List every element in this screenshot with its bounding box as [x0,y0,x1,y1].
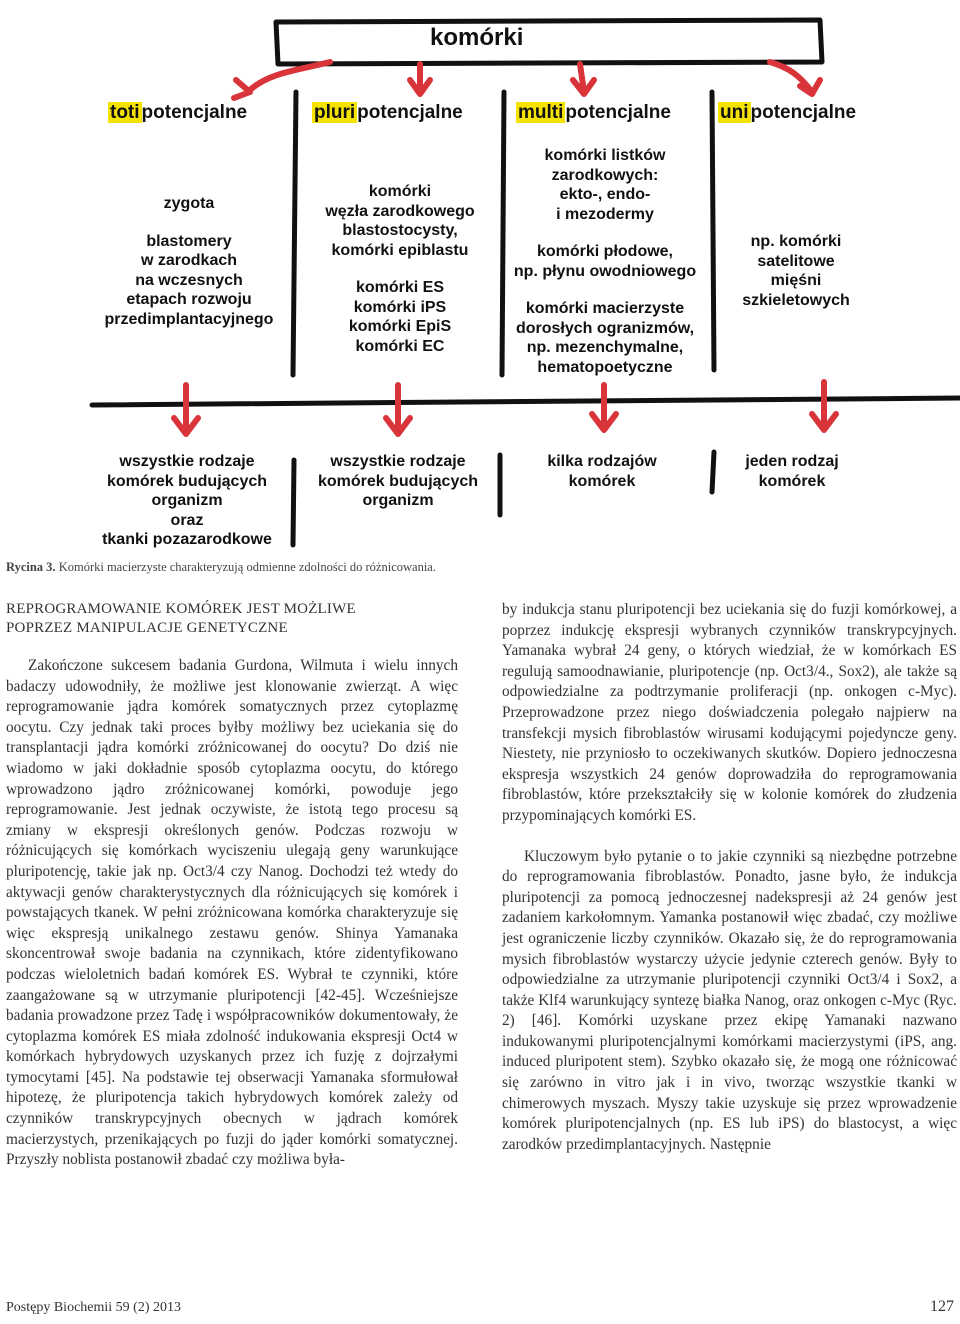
figure-text-line: oraz [170,511,204,529]
figure-text-line: wszystkie rodzaje [119,453,255,470]
right-column [502,600,957,1155]
category-totipotent: toti potencjalne [110,102,248,123]
section-heading: REPROGRAMOWANIE KOMÓREK JEST MOŻLIWE POPRZEZ MANIPULACJE GENETYCZNE [6,601,356,636]
outcome-multipotent [508,452,696,491]
figure-text-line: na wczesnych [135,271,243,289]
figure-text-line: hematopoetyczne [537,358,673,376]
outcome-totipotent [84,452,290,550]
figure-text-line: zarodkowych: [551,166,659,184]
figure-text-line: komórek [758,472,826,490]
journal-footer: Postępy Biochemii 59 (2) 2013 [6,1300,181,1315]
figure-text-line: komórki [368,183,432,200]
figure-text-line: jeden rodzaj [745,453,839,470]
figure-text-line: kilka rodzajów [547,453,657,470]
figure-text-line: komórki macierzyste [525,300,685,317]
figure-text-line: komórek budujących [106,472,268,490]
figure-text-line: komórki ES [355,279,445,296]
figure-text-line: ekto-, endo- [559,186,651,203]
line-gap [300,260,500,278]
horizontal-divider [92,398,960,405]
figure-text-line: blastostocysty, [342,222,458,239]
figure-caption: Rycina 3. Komórki macierzyste charakteryzują odmienne zdolności do różnicowania. [6,560,436,574]
figure-text-line: dorosłych ogranizmów, [515,319,695,337]
figure-text-line: etapach rozwoju [126,291,252,308]
outcome-pluripotent [300,452,496,511]
figure-text-line: komórki iPS [353,298,447,316]
category-pluripotent: pluri potencjalne [314,102,463,123]
figure-text-line: satelitowe [757,252,835,270]
line-gap [84,214,294,232]
figure-text-line: np. mezenchymalne, [526,339,684,356]
category-unipotent: uni potencjalne [720,102,857,123]
top-arrows [234,62,820,98]
figure-text-line: przedimplantacyjnego [104,310,274,328]
figure-text-line: mięśni [770,272,822,289]
figure-text-line: szkieletowych [742,291,850,309]
figure-text-line: blastomery [146,232,232,250]
left-paragraph: Zakończone sukcesem badania Gurdona, Wilmuta i wielu innych badaczy udowodniły, że możliwe jest klonowanie zwierząt. A więc reprogramowanie jądra komórek somatycznych przez cytoplazmę oocytu. Czy jednak taki proces byłby możliwy bez uciekania się do transplantacji jądra komórki zróżnicowanej do oocytu? Do dziś nie wiadomo w jaki dokładnie sposób cytoplazma oocytu, do którego wprowadzono jądro zróżnicowanej komórki, powoduje jego reprogramowanie. Jest jednak oczywiste, że istotą tego procesu są zmiany w ekspresji określonych genów. Podczas rozwoju w różnicujących się komórkach wyciszeniu ulegają geny warunkujące pluripotencję, takie jak np. Oct3/4 czy Nanog. Dochodzi też wtedy do aktywacji genów charakterystycznych dla różnicujących się komórek i powstających tkanek. W pełni zróżnicowana komórka charakteryzuje się więc ekspresją unikalnego zestawu genów. Shinya Yamanaka skoncentrował swoje badania na czynnikach, które zidentyfikowano podczas wieloletnich badań komórek ES. Wybrał te czynniki, które zaangażowane są w utrzymanie pluripotencji [42-45]. Wcześniejsze badania prowadzone przez Tadę i współpracowników dokumentowały, że cytoplazma komórek ES miała zdolność indukowania ekspresji Oct4 w komórkach hybrydowych uzyskanych przez ich fuzję z dojrzałymi tymocytami [45]. Na podstawie tej obserwacji Yamanaka sformułował hipotezę, że pluripotencja takich hybrydowych komórek zależy od czynników transkrypcyjnych obecnych w jądrach komórek macierzystych, przenikających po fuzji do jąder komórki somatycznej. Przyszły noblista postanowił zbadać czy możliwa była- [6,657,458,1169]
page-number: 127 [930,1298,954,1315]
figure-text-line: komórki EpiS [348,318,452,335]
category-multipotent: multi potencjalne [518,102,671,123]
figure-text-line: komórki epiblastu [331,241,469,259]
down-arrows [174,382,836,434]
figure-text-line: organizm [151,492,223,509]
figure-text-line: wszystkie rodzaje [330,453,466,470]
figure-text-line: zygota [163,195,215,212]
figure-text-line: komórek budujących [317,472,479,490]
figure-text-line: np. komórki [750,233,842,250]
outcome-unipotent [722,452,862,491]
line-gap [496,281,714,299]
figure-stem-cell-potency [0,0,960,560]
line-gap [496,224,714,242]
left-column [6,600,458,1171]
right-paragraph-2: Kluczowym było pytanie o to jakie czynniki są niezbędne potrzebne do reprogramowania fibroblastów. Ponadto, jasne było, że indukcja pluripotencji za pomocą jednoczesnej nadekspresji aż 24 genów jest zadaniem karkołomnym. Yamanka postanowił więc zbadać, czy możliwe jest ograniczenie liczby czynników. Okazało się, że do reprogramowania mysich fibroblastów wystarczy użycie jedynie czterech genów. Były to odpowiedzialne za utrzymanie pluripotencji czynniki Oct3/4 i Sox2, a także Klf4 warunkujący syntezę białka Nanog, oraz onkogen c-Myc (Ryc. 2) [46]. Komórki uzyskane przez ekipę Yamanaki nazwano indukowanymi pluripotencjalnymi komórkami macierzystymi (iPS, ang. induced pluripotent stem). Szybko okazało się, że mogą one różnicować się zarówno in vitro jak i in vivo, tworząc wszystkie tkanki w chimerowych myszach. Myszy takie uzyskuje się przez wprowadzenie komórek pluripotencjalnych (np. ES lub iPS) do blastocyst, a więc zarodków przedimplantacyjnych. Następnie [502,847,957,1153]
figure-text-line: węzła zarodkowego [325,202,475,220]
column-pluripotent-examples [300,182,500,356]
column-multipotent-examples [496,146,714,377]
figure-text-line: np. płynu owodniowego [513,262,697,280]
column-unipotent-examples [718,232,874,310]
top-box-frame [276,20,822,64]
figure-text-line: w zarodkach [140,252,238,269]
figure-text-line: i mezodermy [556,205,654,223]
figure-text-line: komórki listków [544,147,666,164]
figure-text-line: komórek [568,472,636,490]
figure-text-line: organizm [362,492,434,509]
top-label: komórki [430,24,524,51]
figure-text-line: tkanki pozazarodkowe [102,531,272,548]
figure-text-line: komórki płodowe, [536,243,673,260]
right-paragraph-1: by indukcja stanu pluripotencji bez uciekania się do fuzji komórkowej, a poprzez indukcję ekspresji wybranych czynników transkrypcyjnych. Yamanaka wybrał 24 geny, o których wiedział, że w komórkach ES regulują samoodnawianie, pluripotencje (np. Oct3/4., Sox2), ale także są odpowiedzialne za podtrzymanie proliferacji (np. onkogen c-Myc). Przeprowadzone przez niego doświadczenia polegało najpierw na transfekcji mysich fibroblastów wirusami kodującymi pojedyncze geny. Niestety, nie przyniosło to oczekiwanych skutków. Dopiero jednoczesna ekspresja wszystkich 24 genów doprowadziła do reprogramowania fibroblastów, które przekształciły się w kolonie komórek do złudzenia przypominających komórki ES. [502,601,957,824]
column-totipotent-examples [84,194,294,329]
figure-text-line: komórki EC [355,337,445,355]
